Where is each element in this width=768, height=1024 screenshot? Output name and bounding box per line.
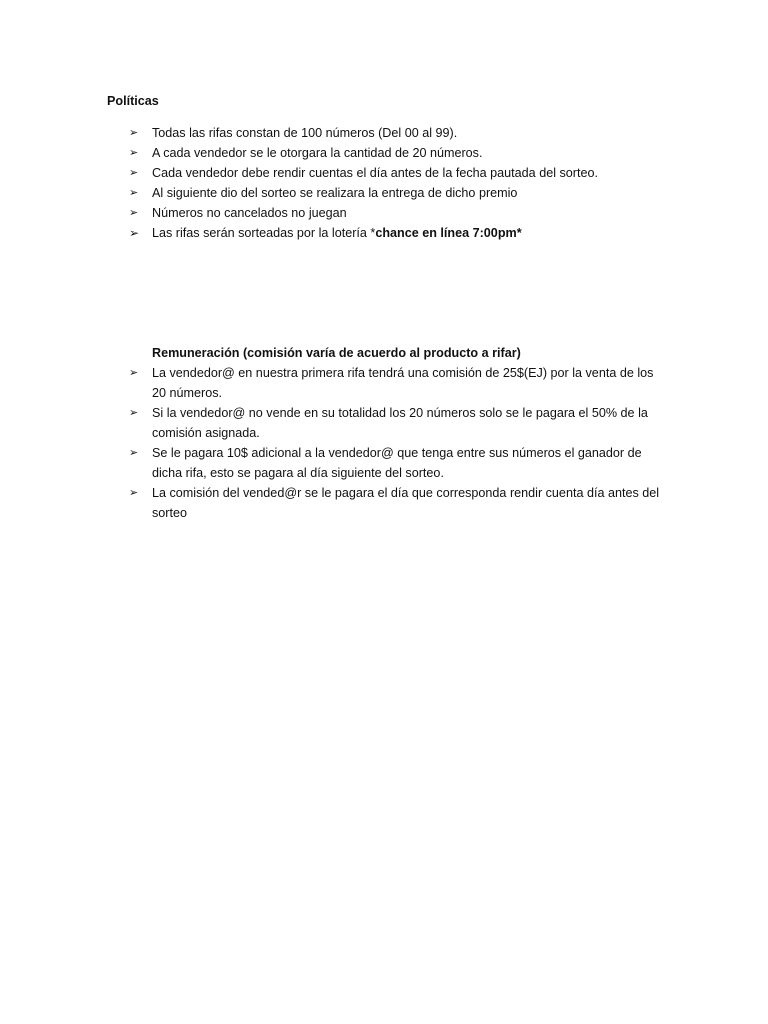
list-item: [129, 163, 665, 183]
arrow-bullet-icon: ➢: [129, 186, 139, 199]
arrow-bullet-icon: ➢: [129, 366, 139, 379]
list-item-text: Números no cancelados no juegan: [152, 206, 347, 220]
list-item: [129, 183, 665, 203]
list-item: [129, 443, 665, 483]
arrow-bullet-icon: ➢: [129, 406, 139, 419]
lottery-name-bold: chance en línea 7:00pm*: [375, 226, 522, 240]
arrow-bullet-icon: ➢: [129, 486, 139, 499]
list-item: [129, 143, 665, 163]
list-item: [129, 203, 665, 223]
list-item: [129, 403, 665, 443]
arrow-bullet-icon: ➢: [129, 126, 139, 139]
list-item-text: Las rifas serán sorteadas por la lotería *: [152, 226, 376, 240]
list-item: [129, 223, 665, 243]
politicas-list: [129, 123, 665, 243]
remuneracion-heading: Remuneración (comisión varía de acuerdo al producto a rifar): [152, 346, 521, 360]
list-item-text: La vendedor@ en nuestra primera rifa tendrá una comisión de 25$(EJ) por la venta de los 20 números.: [152, 366, 654, 400]
arrow-bullet-icon: ➢: [129, 226, 140, 240]
list-item-text: Al siguiente dio del sorteo se realizara la entrega de dicho premio: [152, 186, 518, 200]
arrow-bullet-icon: ➢: [129, 206, 139, 219]
list-item-text: A cada vendedor se le otorgara la cantidad de 20 números.: [152, 146, 483, 160]
politicas-heading: Políticas: [107, 94, 159, 108]
list-item-text: Cada vendedor debe rendir cuentas el día antes de la fecha pautada del sorteo.: [152, 166, 598, 180]
list-item: [129, 483, 665, 523]
list-item-text: Todas las rifas constan de 100 números (Del 00 al 99).: [152, 126, 458, 140]
list-item: [129, 363, 665, 403]
list-item: [129, 123, 665, 143]
arrow-bullet-icon: ➢: [129, 146, 139, 159]
list-item-text: Si la vendedor@ no vende en su totalidad los 20 números solo se le pagara el 50% de la comisión asignada.: [152, 406, 648, 440]
remuneracion-list: [129, 363, 665, 523]
arrow-bullet-icon: ➢: [129, 446, 139, 459]
arrow-bullet-icon: ➢: [129, 166, 139, 179]
list-item-text: Se le pagara 10$ adicional a la vendedor@ que tenga entre sus números el ganador de dicha rifa, esto se pagara al día siguiente del sorteo.: [152, 446, 642, 480]
list-item-text: La comisión del vended@r se le pagara el día que corresponda rendir cuenta día antes del sorteo: [152, 486, 660, 520]
